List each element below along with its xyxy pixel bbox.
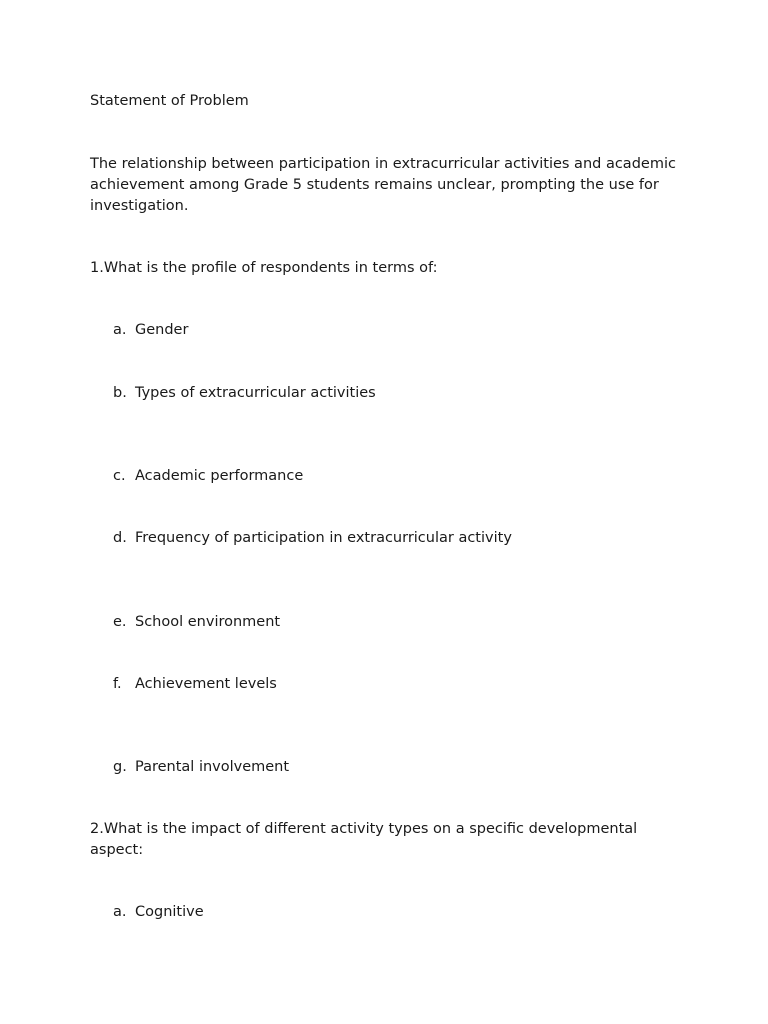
list-marker: c. [113, 468, 126, 484]
list-marker: a. [113, 322, 127, 338]
list-item [113, 528, 512, 549]
list-item-text: Academic performance [135, 468, 304, 484]
list-marker: d. [113, 530, 127, 546]
list-item-text: Cognitive [135, 904, 204, 920]
list-item-text: School environment [135, 614, 281, 630]
list-item-text: Types of extracurricular activities [135, 385, 376, 401]
list-marker: b. [113, 385, 127, 401]
list-marker: g. [113, 759, 127, 775]
list-item-text: Frequency of participation in extracurricular activity [135, 530, 512, 546]
list-item-text: Gender [135, 322, 189, 338]
intro-paragraph: The relationship between participation in extracurricular activities and academic achievement among Grade 5 students remains unclear, prompting the use for investigation. [90, 156, 676, 214]
list-item [113, 383, 376, 404]
document-heading: Statement of Problem [90, 93, 249, 109]
list-marker: e. [113, 614, 127, 630]
list-item [113, 902, 204, 923]
list-marker: a. [113, 904, 127, 920]
question-1: 1.What is the profile of respondents in terms of: [90, 260, 438, 276]
list-item [113, 320, 188, 341]
list-item [113, 612, 280, 633]
question-2: 2.What is the impact of different activity types on a specific developmental aspect: [90, 821, 638, 858]
list-item-text: Achievement levels [135, 676, 277, 692]
list-item [113, 466, 303, 487]
list-marker: f. [113, 676, 122, 692]
list-item [113, 674, 277, 695]
list-item [113, 757, 289, 778]
list-item-text: Parental involvement [135, 759, 290, 775]
